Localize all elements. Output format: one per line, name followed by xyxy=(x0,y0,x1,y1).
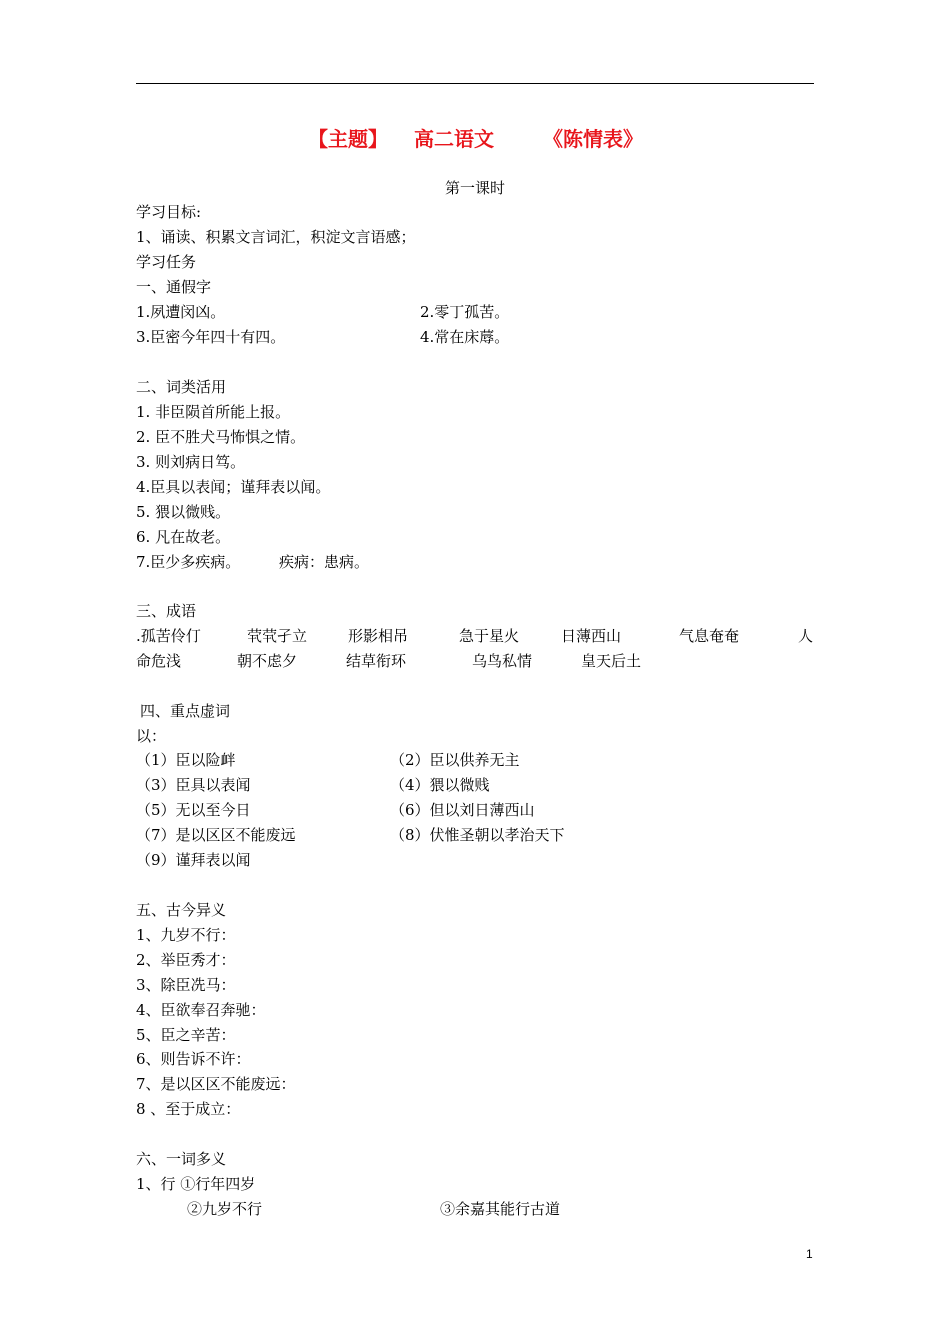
list-item: （2）臣以供养无主 xyxy=(390,751,520,769)
list-item: 2、举臣秀才： xyxy=(136,951,236,969)
list-item: （8）伏惟圣朝以孝治天下 xyxy=(390,826,565,844)
list-item: （1）臣以险衅 xyxy=(136,751,236,769)
section-heading-gujinyiyi: 五、古今异义 xyxy=(136,901,227,919)
list-item: 3、除臣冼马： xyxy=(136,976,236,994)
lesson-subtitle: 第一课时 xyxy=(444,179,505,197)
list-item: 7、是以区区不能废远： xyxy=(136,1075,296,1093)
list-item: 2.零丁孤苦。 xyxy=(420,303,510,321)
section-heading-cileihuoyong: 二、词类活用 xyxy=(136,378,227,396)
page-number: 1 xyxy=(806,1247,813,1261)
section-heading-xuci: 四、重点虚词 xyxy=(140,702,231,720)
idiom: 命危浅 xyxy=(136,652,182,670)
list-item: 4.臣具以表闻；谨拜表以闻。 xyxy=(136,478,331,496)
title-topic-tag: 【主题】 xyxy=(308,127,388,151)
list-item: 1、行 ①行年四岁 xyxy=(136,1175,256,1193)
list-item: （9）谨拜表以闻 xyxy=(136,851,251,869)
idiom: 茕茕孑立 xyxy=(247,627,308,645)
list-item: 1. 非臣陨首所能上报。 xyxy=(136,403,291,421)
list-item: （7）是以区区不能废远 xyxy=(136,826,296,844)
list-item: （3）臣具以表闻 xyxy=(136,776,251,794)
idiom: 结草衔环 xyxy=(346,652,407,670)
idiom: 形影相吊 xyxy=(348,627,409,645)
list-item: 2. 臣不胜犬马怖惧之情。 xyxy=(136,428,306,446)
title-text-name: 《陈情表》 xyxy=(543,127,643,151)
objectives-heading: 学习目标: xyxy=(136,203,202,221)
list-item: 1、九岁不行： xyxy=(136,926,236,944)
header-rule xyxy=(136,83,814,84)
list-item: 3. 则刘病日笃。 xyxy=(136,453,246,471)
idiom: .孤苦伶仃 xyxy=(136,627,201,645)
section-heading-chengyu: 三、成语 xyxy=(136,602,197,620)
idiom: 急于星火 xyxy=(459,627,520,645)
idiom: 皇天后土 xyxy=(581,652,642,670)
list-item: 5. 猥以微贱。 xyxy=(136,503,231,521)
list-item: 1.夙遭闵凶。 xyxy=(136,303,226,321)
list-item: （4）猥以微贱 xyxy=(390,776,490,794)
objective-item: 1、诵读、积累文言词汇，积淀文言语感； xyxy=(136,228,416,246)
list-item: 5、臣之辛苦： xyxy=(136,1026,236,1044)
list-item: ③余嘉其能行古道 xyxy=(440,1200,561,1218)
idiom: 人 xyxy=(798,627,814,645)
list-item: 8 、至于成立： xyxy=(136,1100,241,1118)
list-item: 6、则告诉不许： xyxy=(136,1050,251,1068)
list-item: 4、臣欲奉召奔驰： xyxy=(136,1001,266,1019)
page-title xyxy=(0,123,950,153)
list-item: 7.臣少多疾病。 xyxy=(136,553,241,571)
title-grade-subject: 高二语文 xyxy=(414,127,494,151)
list-item-note: 疾病：患病。 xyxy=(279,553,370,571)
list-item: 4.常在床蓐。 xyxy=(420,328,510,346)
idiom: 气息奄奄 xyxy=(679,627,740,645)
idiom: 日薄西山 xyxy=(561,627,622,645)
tasks-heading: 学习任务 xyxy=(136,253,197,271)
section-heading-tongjiazi: 一、通假字 xyxy=(136,278,212,296)
section-heading-yiciduoyi: 六、一词多义 xyxy=(136,1150,227,1168)
list-item: ②九岁不行 xyxy=(187,1200,263,1218)
subheading-yi: 以： xyxy=(136,727,167,745)
idiom: 乌鸟私情 xyxy=(472,652,533,670)
idiom: 朝不虑夕 xyxy=(237,652,298,670)
list-item: （6）但以刘日薄西山 xyxy=(390,801,535,819)
list-item: （5）无以至今日 xyxy=(136,801,251,819)
list-item: 6. 凡在故老。 xyxy=(136,528,231,546)
list-item: 3.臣密今年四十有四。 xyxy=(136,328,286,346)
